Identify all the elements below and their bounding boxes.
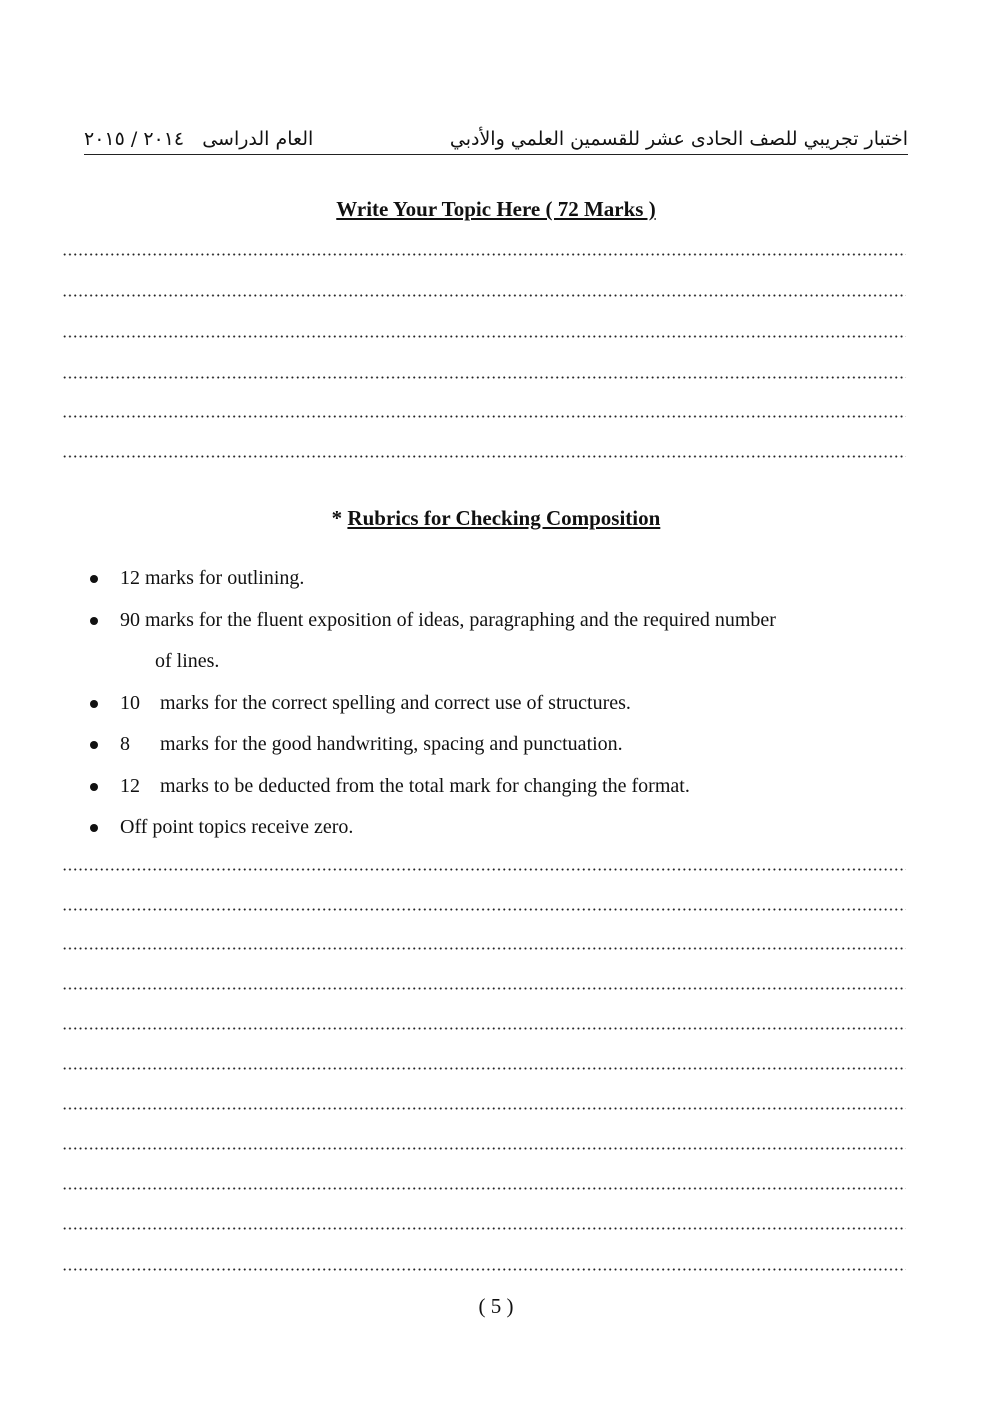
list-item xyxy=(88,558,908,600)
topic-heading xyxy=(0,197,992,222)
rubric-text: marks for the correct spelling and correct use of structures. xyxy=(160,691,631,714)
rubric-marks: 12 xyxy=(120,774,140,797)
bullet-icon xyxy=(90,617,98,625)
writing-line xyxy=(62,1181,906,1195)
rubric-text-continuation: of lines. xyxy=(155,650,220,672)
page-header xyxy=(84,124,908,155)
rubric-marks: 10 xyxy=(120,691,140,714)
writing-line xyxy=(62,247,906,261)
bullet-icon xyxy=(90,575,98,583)
rubric-text: 90 marks for the fluent exposition of ideas, paragraphing and the required number xyxy=(120,608,776,631)
writing-line xyxy=(62,981,906,995)
academic-year xyxy=(84,128,313,150)
rubric-text: 12 marks for outlining. xyxy=(120,567,305,589)
writing-line xyxy=(62,941,906,955)
bullet-icon xyxy=(90,824,98,832)
rubric-text: marks to be deducted from the total mark for changing the format. xyxy=(160,774,690,797)
list-item xyxy=(88,766,908,808)
list-item xyxy=(88,724,908,766)
bullet-icon xyxy=(90,783,98,791)
writing-line xyxy=(62,329,906,343)
writing-line xyxy=(62,862,906,876)
writing-line xyxy=(62,1021,906,1035)
exam-title: اختبار تجريبي للصف الحادى عشر للقسمين العلمي والأدبي xyxy=(449,128,908,150)
topic-heading-text: Write Your Topic Here ( 72 Marks ) xyxy=(336,197,656,221)
rubrics-star: * xyxy=(331,506,343,530)
page-number: ( 5 ) xyxy=(478,1294,514,1318)
writing-line xyxy=(62,1262,906,1276)
list-item xyxy=(88,600,908,683)
bullet-icon xyxy=(90,700,98,708)
rubrics-list xyxy=(88,558,908,849)
writing-line xyxy=(62,409,906,423)
list-item xyxy=(88,807,908,849)
list-item xyxy=(88,683,908,725)
rubric-text: marks for the good handwriting, spacing and punctuation. xyxy=(160,733,623,755)
rubrics-heading-text: Rubrics for Checking Composition xyxy=(347,506,661,530)
rubric-text: Off point topics receive zero. xyxy=(120,816,354,838)
writing-line xyxy=(62,902,906,916)
writing-line xyxy=(62,449,906,463)
bullet-icon xyxy=(90,741,98,749)
writing-line xyxy=(62,1061,906,1075)
writing-line xyxy=(62,1141,906,1155)
academic-year-value: ٢٠١٤ / ٢٠١٥ xyxy=(84,128,185,150)
rubric-marks: 8 xyxy=(120,733,130,755)
academic-year-label: العام الدراسى xyxy=(202,128,314,150)
writing-line xyxy=(62,1101,906,1115)
writing-line xyxy=(62,288,906,302)
writing-line xyxy=(62,370,906,384)
writing-line xyxy=(62,1221,906,1235)
rubrics-heading xyxy=(0,506,992,531)
